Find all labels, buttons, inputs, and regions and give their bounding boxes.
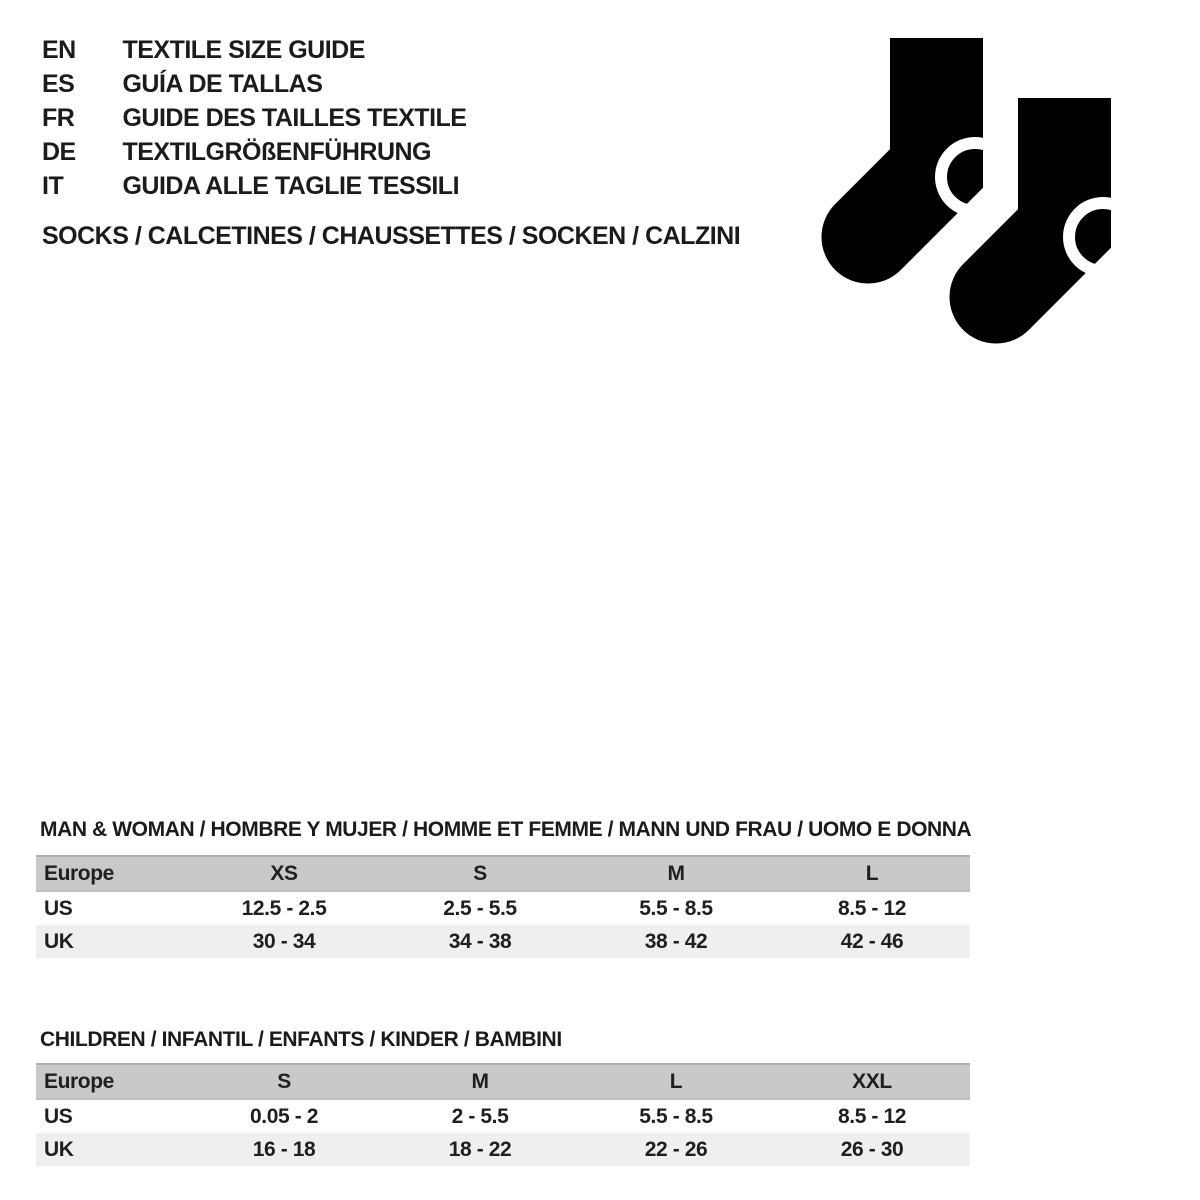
size-cell: 38 - 42: [644, 929, 708, 953]
language-title: TEXTILE SIZE GUIDE: [122, 36, 365, 64]
column-header-xs: XS: [270, 861, 298, 885]
language-code: IT: [42, 172, 64, 200]
column-header-europe: Europe: [44, 861, 114, 885]
column-header-s: S: [473, 861, 487, 885]
size-cell: 26 - 30: [840, 1137, 904, 1161]
language-row-es: [42, 67, 466, 101]
column-header-s: S: [277, 1069, 291, 1093]
table-row-us: [36, 1099, 970, 1133]
table-header-row: [36, 856, 970, 891]
table-row-us: [36, 891, 970, 925]
size-cell: 2.5 - 5.5: [443, 896, 517, 920]
size-cell: 12.5 - 2.5: [241, 896, 327, 920]
size-table-children: [36, 1063, 970, 1166]
table-row-uk: [36, 1133, 970, 1166]
column-header-m: M: [471, 1069, 489, 1093]
size-cell: 16 - 18: [252, 1137, 316, 1161]
size-cell: 2 - 5.5: [451, 1104, 509, 1128]
section-heading-man-woman: MAN & WOMAN / HOMBRE Y MUJER / HOMME ET FEMME / MANN UND FRAU / UOMO E DONNA: [40, 818, 972, 841]
language-code: FR: [42, 104, 75, 132]
column-header-l: L: [865, 861, 879, 885]
language-code: EN: [42, 36, 76, 64]
row-label: US: [44, 1104, 73, 1128]
column-header-l: L: [669, 1069, 683, 1093]
row-label: US: [44, 896, 73, 920]
size-cell: 42 - 46: [840, 929, 904, 953]
language-code: DE: [42, 138, 76, 166]
product-categories: SOCKS / CALCETINES / CHAUSSETTES / SOCKEN / CALZINI: [42, 222, 741, 250]
row-label: UK: [44, 1137, 74, 1161]
size-table-man-woman: [36, 855, 970, 958]
column-header-xxl: XXL: [852, 1069, 892, 1093]
language-code: ES: [42, 70, 75, 98]
socks-icon: [810, 30, 1120, 360]
language-title: GUIDA ALLE TAGLIE TESSILI: [122, 172, 460, 200]
section-heading-children: CHILDREN / INFANTIL / ENFANTS / KINDER / BAMBINI: [40, 1028, 562, 1051]
size-cell: 34 - 38: [448, 929, 512, 953]
size-cell: 5.5 - 8.5: [639, 1104, 713, 1128]
language-title: TEXTILGRÖßENFÜHRUNG: [122, 138, 431, 166]
size-cell: 0.05 - 2: [249, 1104, 318, 1128]
table-row-uk: [36, 925, 970, 958]
size-cell: 8.5 - 12: [837, 896, 906, 920]
size-cell: 8.5 - 12: [837, 1104, 906, 1128]
size-cell: 30 - 34: [252, 929, 316, 953]
size-cell: 22 - 26: [644, 1137, 708, 1161]
row-label: UK: [44, 929, 74, 953]
size-cell: 18 - 22: [448, 1137, 512, 1161]
language-title: GUIDE DES TAILLES TEXTILE: [122, 104, 467, 132]
column-header-m: M: [667, 861, 685, 885]
table-header-row: [36, 1064, 970, 1099]
language-title: GUÍA DE TALLAS: [122, 70, 323, 98]
language-row-de: [42, 135, 466, 169]
language-row-it: [42, 169, 466, 203]
language-list: [42, 33, 466, 203]
column-header-europe: Europe: [44, 1069, 114, 1093]
language-row-en: [42, 33, 466, 67]
language-row-fr: [42, 101, 466, 135]
size-cell: 5.5 - 8.5: [639, 896, 713, 920]
